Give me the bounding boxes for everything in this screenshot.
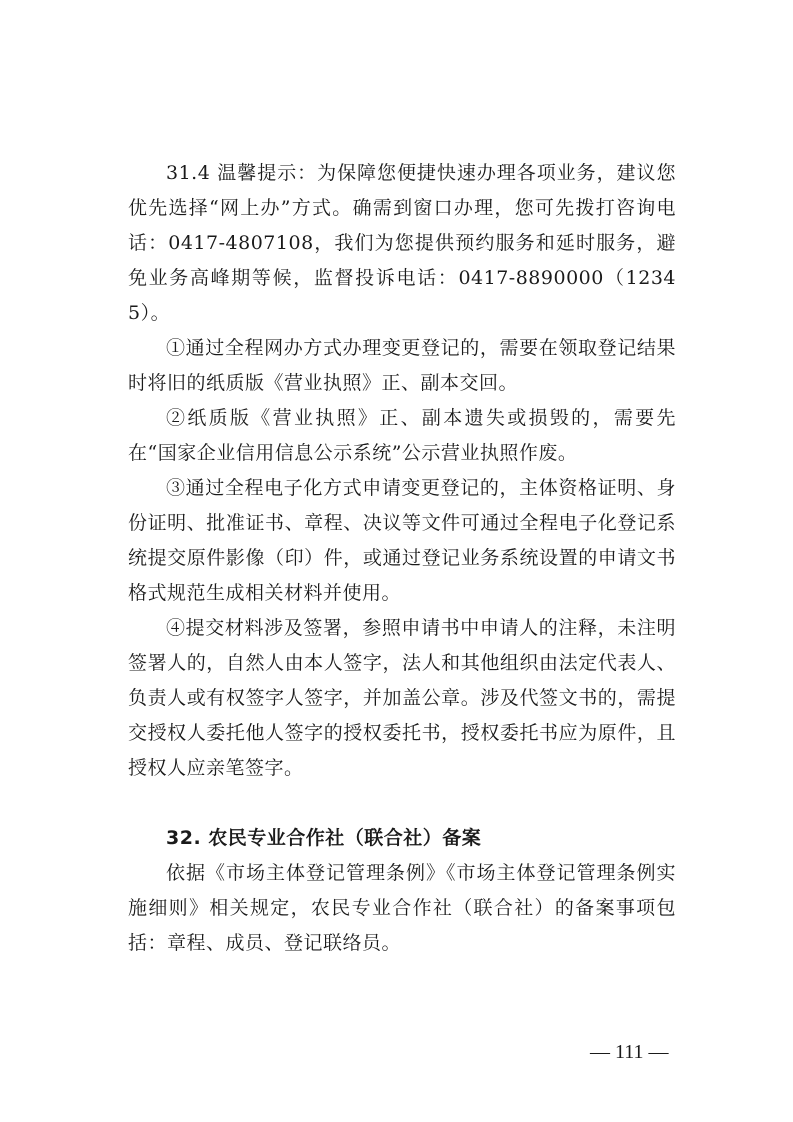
- section-spacer: [128, 786, 676, 821]
- paragraph-31-4-notice: 31.4 温馨提示：为保障您便捷快速办理各项业务，建议您优先选择“网上办”方式。确需到窗口办理，您可先拨打咨询电话：0417-4807108，我们为您提供预约服务和延时服务，避免业务高峰期等候，监督投诉电话：0417-8890000（12345）。: [128, 162, 676, 324]
- page-body: [128, 156, 676, 961]
- paragraph-note-3: ③通过全程电子化方式申请变更登记的，主体资格证明、身份证明、批准证书、章程、决议等文件可通过全程电子化登记系统提交原件影像（印）件，或通过登记业务系统设置的申请文书格式规范生成相关材料并使用。: [128, 477, 676, 604]
- section-heading-32: 32. 农民专业合作社（联合社）备案: [166, 827, 482, 849]
- paragraph-note-1: ①通过全程网办方式办理变更登记的，需要在领取登记结果时将旧的纸质版《营业执照》正、副本交回。: [128, 337, 676, 394]
- paragraph-32-basis: 依据《市场主体登记管理条例》《市场主体登记管理条例实施细则》相关规定，农民专业合作社（联合社）的备案事项包括：章程、成员、登记联络员。: [128, 862, 676, 954]
- paragraph-note-4: ④提交材料涉及签署，参照申请书中申请人的注释，未注明签署人的，自然人由本人签字，法人和其他组织由法定代表人、负责人或有权签字人签字，并加盖公章。涉及代签文书的，需提交授权人委托他人签字的授权委托书，授权委托书应为原件，且授权人应亲笔签字。: [128, 617, 676, 779]
- page-number: — 111 —: [590, 1041, 669, 1063]
- paragraph-note-2: ②纸质版《营业执照》正、副本遗失或损毁的，需要先在“国家企业信用信息公示系统”公示营业执照作废。: [128, 407, 676, 464]
